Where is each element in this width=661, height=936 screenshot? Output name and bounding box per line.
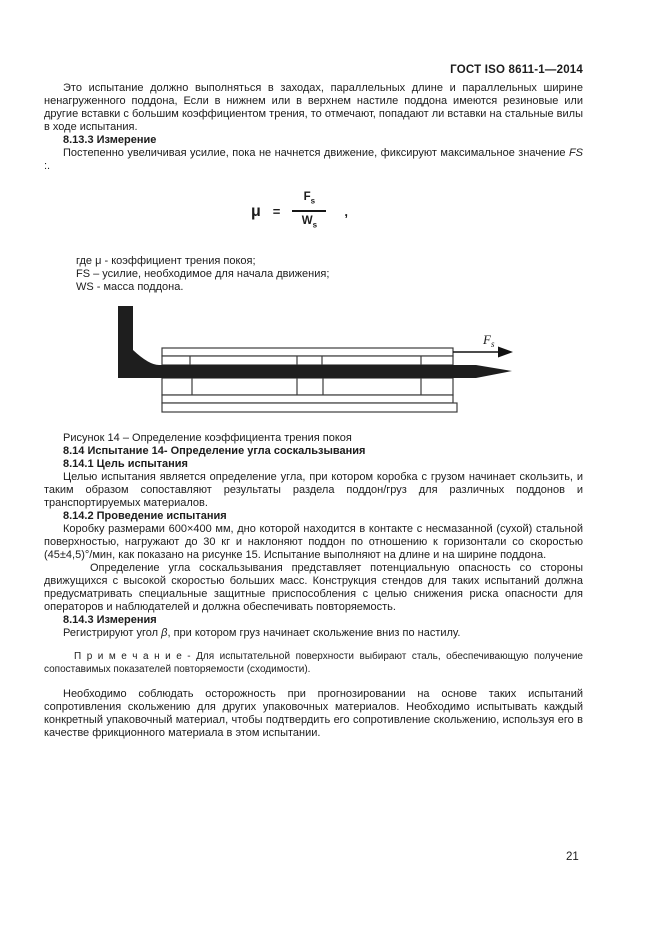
pallet-block-row (162, 378, 453, 395)
pallet-bottom-inner-board (162, 395, 453, 403)
definition-ws: WS - масса поддона. (76, 281, 184, 293)
fraction (292, 191, 326, 232)
heading-8-14-1: 8.14.1 Цель испытания (63, 458, 188, 470)
figure-14-caption: Рисунок 14 – Определение коэффициента трения покоя (63, 432, 352, 444)
heading-8-14: 8.14 Испытание 14- Определение угла соскальзывания (63, 445, 366, 457)
friction-formula (44, 188, 555, 234)
figure-14-diagram (44, 300, 583, 432)
symbol-definitions (76, 255, 583, 294)
angle-text-after: , при котором груз начинает скольжение вниз по настилу. (167, 627, 461, 639)
purpose-paragraph: Целью испытания является определение угла, при котором коробка с грузом начинает скользить, и таким образом сопоставляют результаты раздела поддон/груз для различных поддонов и транспортируемых материалов. (44, 471, 583, 509)
definition-fs: FS – усилие, необходимое для начала движения; (76, 268, 330, 280)
force-arrow (453, 347, 513, 358)
measurement-paragraph (44, 147, 583, 173)
safety-paragraph: Определение угла соскальзывания представляет потенциальную опасность со стороны движущихся с высокой скоростью больших масс. Конструкция стендов для таких испытаний должна предусматривать специальные защитные приспособления с целью снижения риска опасности для операторов и наблюдателей и должна обеспечивать повторяемость. (44, 562, 583, 613)
formula-comma: , (344, 203, 348, 219)
fs-symbol: FS (568, 147, 583, 159)
mu-symbol: μ (250, 202, 261, 220)
pallet-upper-row (162, 356, 453, 365)
heading-8-13-3: 8.13.3 Измерение (63, 134, 157, 146)
heading-8-14-2: 8.14.2 Проведение испытания (63, 510, 227, 522)
equals-sign: = (272, 203, 281, 219)
page-content (44, 64, 583, 740)
measurement-text-after: :. (44, 160, 51, 172)
beta-symbol: β (161, 627, 168, 639)
caution-paragraph: Необходимо соблюдать осторожность при прогнозировании на основе таких испытаний сопротивления скольжению для других упаковочных материалов. Необходимо испытывать каждый конкретный упаковочный материал, чтобы подтвердить его сопротивление скольжению, используя его в качестве фрикционного материала в этом испытании. (44, 688, 583, 739)
heading-8-14-3: 8.14.3 Измерения (63, 614, 157, 626)
pallet-top-board (162, 348, 453, 356)
procedure-paragraph: Коробку размерами 600×400 мм, дно которой находится в контакте с несмазанной (сухой) стальной поверхностью, нагружают до 30 кг и наклоняют поддон по отношению к горизонтали со скоростью (45±4,5)°/мин, как показано на рисунке 15. Испытание выполняют на длине и на ширине поддона. (44, 523, 583, 561)
fork-tine (118, 306, 512, 378)
pallet-bottom-board (162, 403, 457, 412)
denominator: $W_s$ (301, 215, 318, 230)
angle-text-before: Регистрируют угол (63, 627, 162, 639)
pallet-fork-diagram (44, 300, 583, 432)
numerator: $F_s$ (303, 190, 316, 205)
note-paragraph: П р и м е ч а н и е - Для испытательной поверхности выбирают сталь, обеспечивающую получение сопоставимых показателей повторяемости (сходимости). (44, 651, 583, 675)
angle-measurement-paragraph (44, 627, 583, 640)
document-title: ГОСТ ISO 8611-1—2014 (450, 64, 583, 76)
definition-mu: где μ - коэффициент трения покоя; (76, 255, 256, 267)
force-label: $F_s$ (483, 332, 495, 349)
fraction-bar (292, 210, 326, 212)
measurement-text-before: Постепенно увеличивая усилие, пока не начнется движение, фиксируют максимальное значение (63, 147, 569, 159)
intro-paragraph: Это испытание должно выполняться в заходах, параллельных длине и параллельных ширине ненагруженного поддона, Если в нижнем или в верхнем настиле поддона имеются резиновые или другие вставки с большим коэффициентом трения, то отмечают, попадают ли вставки на стальные вилы в ходе испытания. (44, 82, 583, 133)
page-number: 21 (566, 851, 579, 863)
